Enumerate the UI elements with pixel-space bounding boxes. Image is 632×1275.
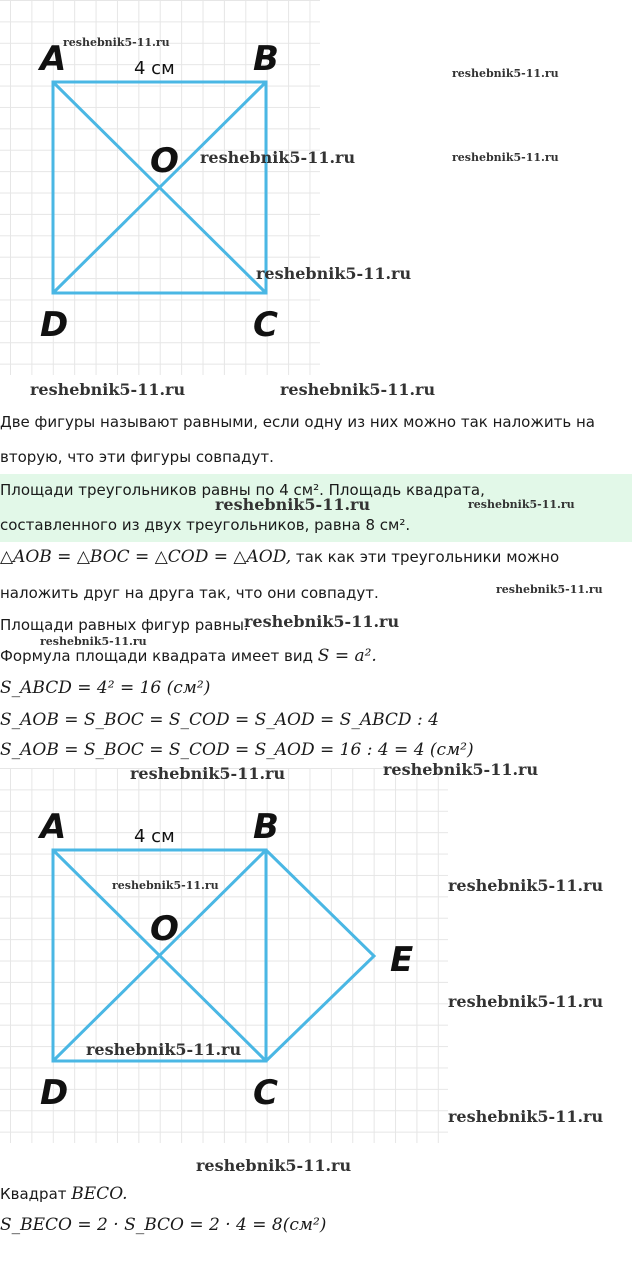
watermark: reshebnik5-11.ru [86, 1040, 242, 1059]
watermark: reshebnik5-11.ru [448, 876, 604, 895]
square-beco-line [0, 1184, 128, 1204]
square-figure-1 [0, 0, 320, 375]
watermark: reshebnik5-11.ru [452, 67, 559, 80]
area-line-1: Площади треугольников равны по 4 см². Площадь квадрата, [0, 481, 485, 499]
watermark: reshebnik5-11.ru [448, 1107, 604, 1126]
formula-line [0, 646, 377, 666]
label-o: O [150, 909, 179, 949]
square-figure-2 [0, 768, 448, 1143]
watermark: reshebnik5-11.ru [215, 495, 371, 514]
label-b: B [253, 39, 279, 79]
label-c: C [253, 305, 278, 345]
watermark: reshebnik5-11.ru [30, 380, 186, 399]
label-d: D [40, 1073, 69, 1113]
triangles-equality-line [0, 547, 559, 567]
triangles-equality-text: так как эти треугольники можно [291, 548, 560, 566]
watermark: reshebnik5-11.ru [383, 760, 539, 779]
watermark: reshebnik5-11.ru [256, 264, 412, 283]
watermark: reshebnik5-11.ru [244, 612, 400, 631]
formula-text: Формула площади квадрата имеет вид [0, 647, 318, 665]
watermark: reshebnik5-11.ru [196, 1156, 352, 1175]
watermark: reshebnik5-11.ru [496, 583, 603, 596]
definition-line-1: Две фигуры называют равными, если одну из них можно так наложить на [0, 413, 595, 431]
watermark: reshebnik5-11.ru [130, 764, 286, 783]
side-length-label: 4 см [134, 58, 175, 79]
square-text: Квадрат [0, 1185, 72, 1203]
equal-areas-line: Площади равных фигур равны. [0, 616, 249, 634]
label-d: D [40, 305, 69, 345]
equation-4: S_BECO = 2 · S_BCO = 2 · 4 = 8(см²) [0, 1215, 327, 1235]
label-e: E [390, 940, 414, 980]
watermark: reshebnik5-11.ru [280, 380, 436, 399]
label-a: A [40, 39, 67, 79]
watermark: reshebnik5-11.ru [468, 498, 575, 511]
watermark: reshebnik5-11.ru [112, 879, 219, 892]
square-math: BECO. [71, 1184, 128, 1204]
label-a: A [40, 807, 67, 847]
watermark: reshebnik5-11.ru [448, 992, 604, 1011]
equation-3: S_AOB = S_BOC = S_COD = S_AOD = 16 : 4 = 4 (см²) [0, 740, 474, 760]
equation-1: S_ABCD = 4² = 16 (см²) [0, 678, 211, 698]
label-o: O [150, 141, 179, 181]
watermark: reshebnik5-11.ru [200, 148, 356, 167]
definition-line-2: вторую, что эти фигуры совпадут. [0, 448, 274, 466]
triangles-equality-math: △AOB = △BOC = △COD = △AOD, [0, 547, 292, 567]
equation-2: S_AOB = S_BOC = S_COD = S_AOD = S_ABCD : 4 [0, 710, 439, 730]
label-c: C [253, 1073, 278, 1113]
label-b: B [253, 807, 279, 847]
formula-math: S = a². [317, 646, 377, 666]
watermark: reshebnik5-11.ru [63, 36, 170, 49]
triangles-line-2: наложить друг на друга так, что они совпадут. [0, 584, 379, 602]
watermark: reshebnik5-11.ru [452, 151, 559, 164]
watermark: reshebnik5-11.ru [40, 635, 147, 648]
side-length-label: 4 см [134, 826, 175, 847]
triangle-bec [266, 850, 374, 1061]
area-line-2: составленного из двух треугольников, равна 8 см². [0, 516, 411, 534]
